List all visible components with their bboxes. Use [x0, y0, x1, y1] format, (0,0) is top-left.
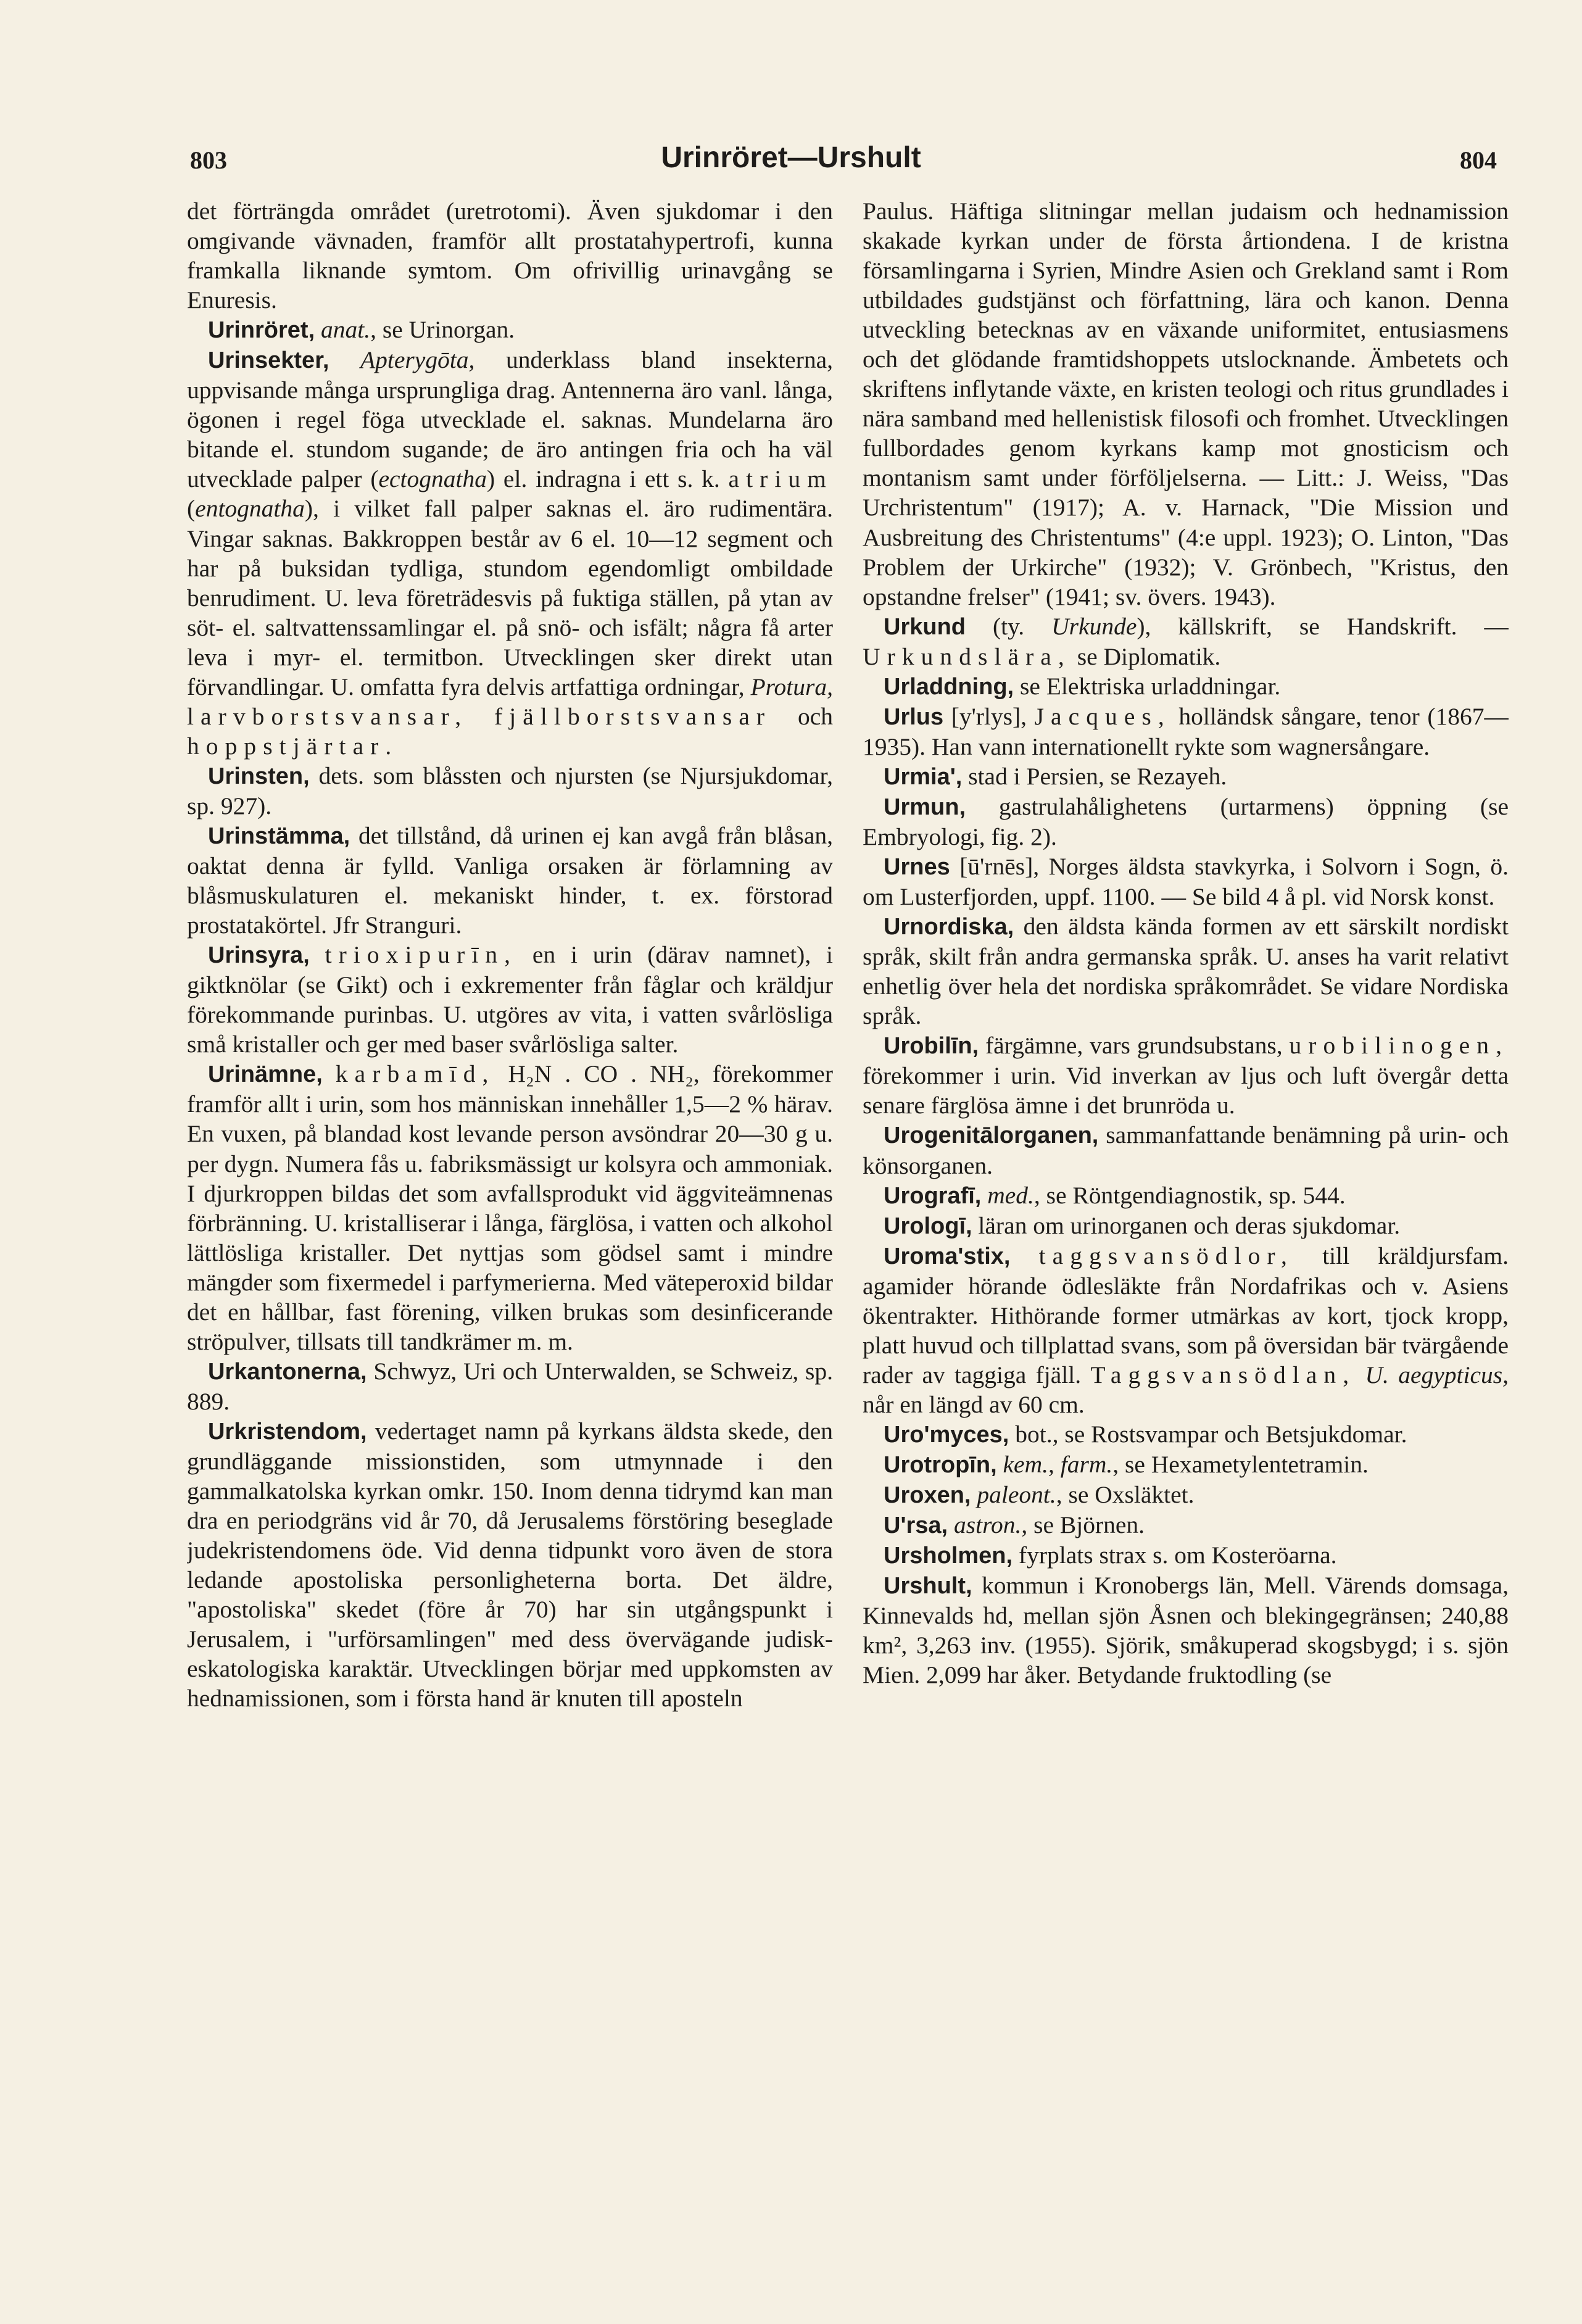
headword: Urinsten, [208, 763, 310, 789]
entry-urinstamma [187, 821, 833, 940]
entry-text [981, 1182, 987, 1209]
headword: Urkund [884, 613, 966, 640]
headword: Urinstämma, [208, 823, 350, 849]
headword: Urnes [884, 854, 950, 881]
entry-text: , se Röntgendiagnostik, sp. 544. [1033, 1181, 1346, 1209]
entry-text: det förträngda området (uretrotomi). Även sjukdomar i den omgivande vävnaden, framför allt prostatahypertrofi, kunna framkalla liknande symtom. Om ofrivillig urinavgång se Enuresis. [187, 197, 833, 314]
entry-text: trioxipurīn, [325, 941, 518, 969]
entry-text: Apterygōta, [360, 346, 475, 374]
right-column [863, 196, 1509, 2177]
entry-text: kem., farm. [1003, 1450, 1113, 1478]
entry-text: underklass bland insekterna, uppvisande många ursprungliga drag. Antennerna äro vanl. långa, ögonen i regel föga utvecklade el. saknas. Mundelarna äro bitande el. stundom sugande; de äro antingen fria och ha väl utvecklade palper ( [187, 346, 833, 493]
entry-text: Paulus. Häftiga slitningar mellan judaism och hednamission skakade kyrkan under de första årtiondena. I de kristna församlingarna i Syrien, Mindre Asien och Grekland samt i Rom utbildades gudstjänst och författning, lära och kanon. Denna utveckling betecknas av en växande uniformitet, entusiasmens och det glödande framtidshoppets utslocknande. Ämbetets och skriftens inflytande växte, en kristen teologi och ritus grundlades i nära samband med hellenistisk filosofi och fromhet. Utvecklingen fullbordades genom kyrkans kamp mot gnosticism och montanism samt under förföljelserna. — Litt.: J. Weiss, "Das Urchristentum" (1917); A. v. Harnack, "Die Mission und Ausbreitung des Christentums" (4:e uppl. 1923); O. Linton, "Das Problem der Urkirche" (1932); V. Grönbech, "Kristus, den opstandne frelser" (1941; sv. övers. 1943). [863, 197, 1509, 610]
entry-text: [ū'rnēs], Norges äldsta stavkyrka, i Solvorn i Sogn, ö. om Lusterfjorden, uppf. 1100. — Se bild 4 å pl. vid Norsk konst. [863, 853, 1509, 911]
entry-text: taggsvansödlor, [1038, 1242, 1294, 1269]
entry-text: och [771, 702, 833, 730]
entry-text: fyrplats strax s. om Kosteröarna. [1013, 1542, 1337, 1569]
entry-text: läran om urinorganen och deras sjukdomar. [972, 1211, 1401, 1239]
entry-text: med. [987, 1181, 1034, 1209]
page-header [0, 141, 1582, 184]
headword: Urkristendom, [208, 1418, 367, 1445]
entry-text: astron. [953, 1511, 1022, 1539]
entry-text: entognatha [195, 495, 305, 523]
entry-uromastix [863, 1241, 1509, 1419]
entry-text: ), källskrift, se Handskrift. — [1137, 612, 1509, 640]
entry-urkantonerna [187, 1356, 833, 1416]
entry-text [329, 346, 360, 373]
entry-uroxen [863, 1480, 1509, 1510]
entry-text: paleont. [977, 1481, 1056, 1509]
headword: Urlus [884, 703, 944, 730]
entry-text: Schwyz, Uri och Unterwalden, se Schweiz, sp. 889. [187, 1357, 833, 1415]
headword: Urkantonerna, [208, 1358, 367, 1385]
entry-text: ) el. indragna i ett s. k. [487, 465, 729, 493]
entry-text: karbamīd, [335, 1060, 495, 1088]
entry-text: sammanfattande benämning på urin- och könsorganen. [863, 1121, 1509, 1179]
entry-text: , se Urinorgan. [370, 316, 515, 344]
entry-text: en i urin (därav namnet), i giktknölar (se Gikt) och i exkrementer från fåglar och kräldjur förekommande purinbas. U. utgöres av vita, i vatten svårlösliga små kristaller och ger med baser svårlösliga salter. [187, 941, 833, 1058]
entry-text: färgämne, vars grundsubstans, [979, 1032, 1290, 1060]
entry-uromyces [863, 1419, 1509, 1450]
entry-text: [y'rlys], [943, 702, 1035, 730]
entry-urkristendom-cont [863, 196, 1509, 612]
entry-urkristendom [187, 1416, 833, 1713]
entry-text: fjällborstsvansar [494, 702, 772, 730]
entry-text: anat. [321, 316, 371, 344]
entry-text: dets. som blåssten och njursten (se Njursjukdomar, sp. 927). [187, 762, 833, 820]
entry-text: hoppstjärtar [187, 732, 386, 760]
entry-urogenitalorganen [863, 1120, 1509, 1180]
entry-text: , se Oxsläktet. [1056, 1481, 1195, 1509]
entry-text: stad i Persien, se Rezayeh. [962, 762, 1227, 790]
entry-text [323, 1060, 336, 1087]
entry-text [1356, 1361, 1365, 1388]
entry-text: Protura, [750, 673, 833, 700]
headword: Urinsyra, [208, 942, 310, 969]
entry-urobilin [863, 1031, 1509, 1120]
headword: Urologī, [884, 1213, 972, 1239]
entry-text: förekommer i urin. Vid inverkan av ljus och luft övergår detta senare färglösa ämne i det brunröda u. [863, 1062, 1509, 1119]
entry-text: Urkunde [1051, 612, 1137, 640]
entry-urinsekter [187, 345, 833, 761]
entry-urologi [863, 1211, 1509, 1241]
entry-text [468, 703, 494, 730]
headword: Uro'myces, [884, 1421, 1009, 1448]
entry-text: Urkundslära, [863, 642, 1071, 670]
entry-text: Jacques, [1034, 702, 1171, 730]
left-column [187, 196, 833, 2177]
entry-urinsyra [187, 940, 833, 1059]
entry-text: , se Björnen. [1021, 1511, 1145, 1539]
entry-text: larvborstsvansar, [187, 702, 468, 730]
entry-text: den äldsta kända formen av ett särskilt nordiskt språk, skilt från andra germanska språk. U. anses ha varit relativt enhetlig över hela det nordiska språkområdet. Se vidare Nordiska språk. [863, 913, 1509, 1030]
entry-urnordiska [863, 911, 1509, 1031]
entry-urografi [863, 1181, 1509, 1211]
page-number-right: 804 [1460, 146, 1497, 174]
headword: Urogenitālorganen, [884, 1123, 1099, 1149]
entry-urinroret [187, 315, 833, 345]
headword: Uroxen, [884, 1482, 971, 1509]
entry-urotropin [863, 1450, 1509, 1480]
page-number-left: 803 [190, 146, 227, 174]
entry-text: når en längd av 60 cm. [863, 1390, 1085, 1418]
headword: U'rsa, [884, 1513, 948, 1539]
entry-text: bot., se Rostsvampar och Betsjukdomar. [1009, 1420, 1407, 1448]
entry-text: till kräldjursfam. agamider hörande ödlesläkte från Nordafrikas och v. Asiens ökentrakter. Hithörande former utmärkas av kort, tjock kropp, platt huvud och tillplattad svans, som på översidan bär tvärgående rader av taggiga fjäll. [863, 1242, 1509, 1388]
entry-text: H₂N . CO . NH₂, förekommer framför allt i urin, som hos människan innehåller 1,5—2 % härav. En vuxen, på blandad kost levande person avsöndrar 20—30 g u. per dygn. Numera fås u. fabriksmässigt ur kolsyra och ammoniak. I djurkroppen bildas det som avfallsprodukt vid äggviteämnenas förbränning. U. kristalliserar i långa, färglösa, i vatten och alkohol lättlösliga kristaller. Det nyttjas som gödsel samt i mindre mängder som fixermedel i parfymerierna. Med väteperoxid bildar det en hållbar, fast förening, vilken brukas som desinficerande ströpulver, tillsats till tandkrämer m. m. [187, 1060, 833, 1355]
headword: Urshult, [884, 1573, 972, 1600]
entry-urinsten [187, 761, 833, 821]
entry-text: ectognatha [378, 465, 487, 493]
entry-ursa [863, 1510, 1509, 1540]
entry-text: U. aegypticus, [1365, 1361, 1509, 1388]
entry-text: gastrulahålighetens (urtarmens) öppning (se Embryologi, fig. 2). [863, 792, 1509, 850]
headword: Urinsekter, [208, 347, 329, 374]
entry-text: , se Hexametylentetramin. [1112, 1450, 1369, 1478]
entry-text: ( [187, 495, 196, 523]
entry-text: vedertaget namn på kyrkans äldsta skede, den grundläggande missionstiden, som utmynnade i den gammalkatolska kyrkan omkr. 150. Inom denna tidrymd kan man dra en periodgräns vid år 70, då Jerusalems förstöring beseglade judekristendomens öde. Vid denna tidpunkt voro även de stora ledande apostoliska personligheterna borta. Det äldre, "apostoliska" skedet (före år 70) har sin utgångspunkt i Jerusalem, i "urförsamlingen" med dess övervägande judisk-eskatologiska karaktär. Utvecklingen börjar med uppkomsten av hednamissionen, som i första hand är knuten till aposteln [187, 1417, 833, 1712]
entry-urshult [863, 1571, 1509, 1690]
entry-text: (ty. [966, 612, 1052, 640]
entry-text: se Elektriska urladdningar. [1014, 672, 1281, 700]
entry-text: det tillstånd, då urinen ej kan avgå från blåsan, oaktat denna är fylld. Vanliga orsaken är förlamning av blåsmuskulaturen el. mekaniskt hinder, t. ex. förstorad prostatakörtel. Jfr Stranguri. [187, 821, 833, 939]
entry-urmia [863, 762, 1509, 792]
headword: Urmia', [884, 763, 963, 790]
headword: Urotropīn, [884, 1451, 997, 1478]
entry-urmun [863, 792, 1509, 852]
entry-text: . [385, 732, 392, 760]
headword: Urinröret, [208, 317, 315, 344]
entry-text: atrium [728, 465, 833, 493]
entry-urkund [863, 612, 1509, 671]
entry-text: ), i vilket fall palper saknas el. äro rudimentära. Vingar saknas. Bakkroppen består av 6 el. 10—12 segment och har på buksidan tydliga, stundom egendomligt ombildade benrudiment. U. leva företrädesvis på fuktiga ställen, på ytan av söt- el. saltvattenssamlingar el. på snö- och isfält; några få arter leva i myr- el. termitbon. Utvecklingen sker direkt utan förvandlingar. U. omfatta fyra delvis artfattiga ordningar, [187, 495, 833, 700]
running-title: Urinröret—Urshult [661, 141, 921, 174]
entry-text [310, 941, 325, 968]
headword: Urobilīn, [884, 1033, 979, 1060]
headword: Urmun, [884, 794, 966, 820]
entry-text: urobilinogen, [1289, 1032, 1509, 1060]
headword: Urladdning, [884, 673, 1014, 700]
entry-text [997, 1451, 1003, 1478]
entry-text: holländsk sångare, tenor (1867—1935). Han vann internationellt rykte som wagnersångare. [863, 702, 1509, 760]
entry-text [948, 1511, 954, 1538]
entry-urladdning [863, 671, 1509, 702]
entry-urnes [863, 852, 1509, 911]
headword: Urografī, [884, 1182, 982, 1209]
headword: Urinämne, [208, 1061, 323, 1088]
entry-text [971, 1481, 977, 1508]
entry-urlus [863, 702, 1509, 762]
entry-text: Taggsvansödlan, [1090, 1361, 1356, 1388]
entry-cont [187, 196, 833, 315]
entry-urinamne [187, 1059, 833, 1356]
entry-text: kommun i Kronobergs län, Mell. Värends domsaga, Kinnevalds hd, mellan sjön Åsnen och blekingegränsen; 240,88 km², 3,263 inv. (1955). Sjörik, småkuperad skogsbygd; i s. sjön Mien. 2,099 har åker. Betydande fruktodling (se [863, 1572, 1509, 1689]
headword: Uroma'stix, [884, 1243, 1011, 1269]
headword: Ursholmen, [884, 1543, 1013, 1569]
entry-text [315, 316, 321, 343]
entry-text: se Diplomatik. [1071, 642, 1221, 670]
headword: Urnordiska, [884, 914, 1014, 940]
entry-text [1010, 1242, 1038, 1269]
entry-ursholmen [863, 1540, 1509, 1571]
